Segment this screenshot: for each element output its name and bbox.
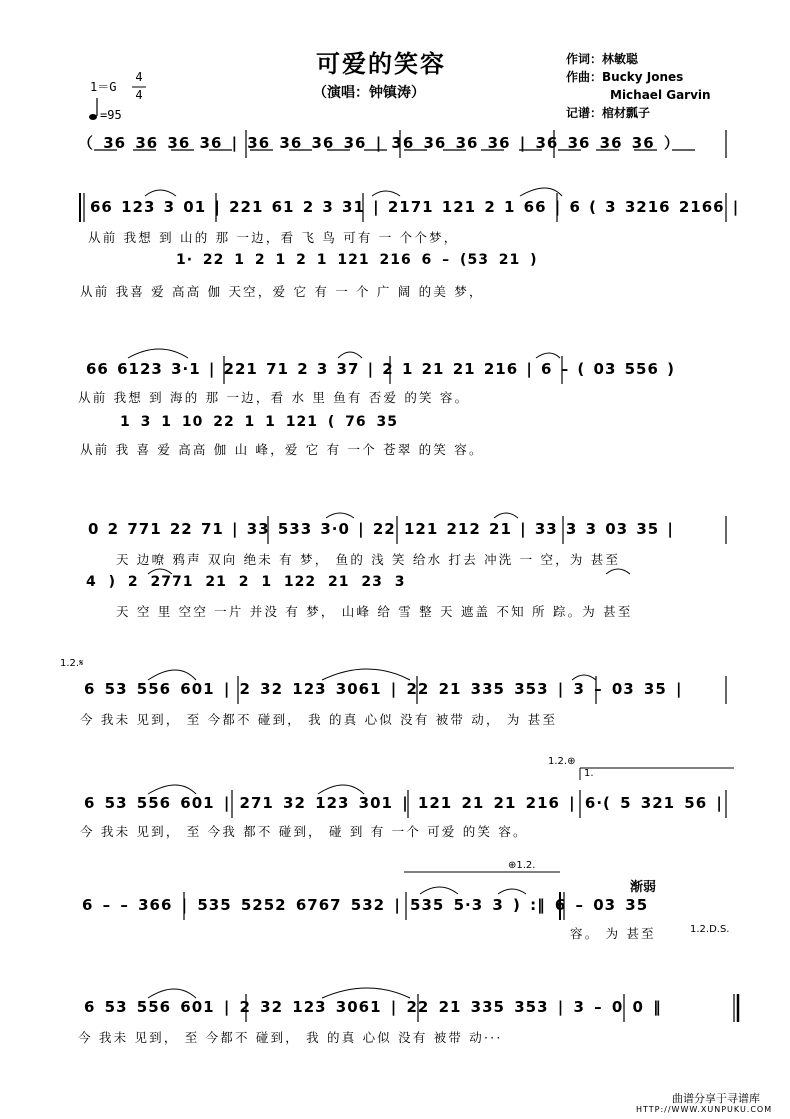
dynamics-diminuendo: 渐弱 bbox=[630, 880, 657, 895]
coda-mark: 1.2.⊕ bbox=[548, 756, 576, 767]
ending-lyrics: 今 我未 见到， 至 今都不 碰到， 我 的真 心似 没有 被带 动··· bbox=[78, 1030, 503, 1045]
coda-return-mark: ⊕1.2. bbox=[508, 860, 536, 871]
bridge-lyrics: 天 边嘹 鸦声 双向 绝未 有 梦， 鱼的 浅 笑 给水 打去 冲洗 一 空，为 甚至 bbox=[116, 552, 621, 567]
bridge-alt-lyrics: 天 空 里 空空 一片 并没 有 梦， 山峰 给 雪 整 天 遮盖 不知 所 踪。为 甚至 bbox=[116, 604, 633, 619]
singer-credit: （演唱：钟镇涛） bbox=[313, 85, 425, 101]
bridge-notes: 0 2 771 22 71 | 33 533 3·0 | 22 121 212 21 | 33 3 3 03 35 | bbox=[88, 520, 674, 538]
interlude-notes: 6 – – 366 | 535 5252 6767 532 | 535 5·3 3 ) :‖ 6 – 03 35 bbox=[82, 896, 649, 914]
volta-1-label: 1. bbox=[584, 768, 594, 779]
composer-credit: 作曲：Bucky Jones bbox=[566, 70, 684, 84]
verse1-alt-notes: 1· 22 1 2 1 2 1 121 216 6 – (53 21 ) bbox=[176, 252, 538, 268]
lyricist-credit: 作词：林敏聪 bbox=[566, 52, 639, 66]
verse1-alt-lyrics: 从前 我喜 爱 高高 伽 天空，爱 它 有 一 个 广 阔 的美 梦， bbox=[80, 284, 484, 299]
dal-segno-mark: 1.2.D.S. bbox=[690, 924, 730, 935]
song-title: 可爱的笑容 bbox=[316, 50, 446, 78]
quarter-note-icon bbox=[89, 114, 97, 120]
verse2-lyrics: 从前 我想 到 海的 那 一边，看 水 里 鱼有 否爱 的笑 容。 bbox=[78, 390, 470, 405]
verse2-notes: 66 6123 3·1 | 221 71 2 3 37 | 2 1 21 21 216 | 6 – ( 03 556 ) bbox=[86, 360, 675, 378]
footer-url: HTTP://WWW.XUNPUKU.COM bbox=[636, 1105, 773, 1114]
time-signature-top: 4 bbox=[135, 70, 143, 84]
chorus1-notes: 6 53 556 601 | 2 32 123 3061 | 22 21 335 353 | 3 – 03 35 | bbox=[84, 680, 683, 698]
chorus2-lyrics: 今 我未 见到， 至 今我 都不 碰到， 碰 到 有 一个 可爱 的笑 容。 bbox=[80, 824, 528, 839]
footer-site: 曲谱分享于寻谱库 bbox=[672, 1092, 760, 1105]
ending-notes: 6 53 556 601 | 2 32 123 3061 | 22 21 335 353 | 3 – 0 0 ‖ bbox=[84, 998, 662, 1016]
intro-notes: （ 36 36 36 36 | 36 36 36 36 | 36 36 36 36 | 36 36 36 36 ） bbox=[78, 134, 680, 152]
key-signature: 1＝G bbox=[90, 80, 117, 94]
bridge-alt-notes: 4 ) 2 2771 21 2 1 122 21 23 3 bbox=[86, 574, 406, 590]
verse1-notes: 66 123 3 01 | 221 61 2 3 31 | 2171 121 2 1 66 | 6 ( 3 3216 2166 | bbox=[90, 198, 740, 216]
time-signature-bottom: 4 bbox=[135, 88, 143, 102]
tempo-marking: =95 bbox=[100, 108, 122, 122]
chorus2-notes: 6 53 556 601 | 271 32 123 301 | 121 21 21 216 | 6·( 5 321 56 | bbox=[84, 794, 723, 812]
verse1-lyrics: 从前 我想 到 山的 那 一边，看 飞 鸟 可有 一 个个梦， bbox=[88, 230, 459, 245]
composer-credit-2: Michael Garvin bbox=[610, 88, 711, 102]
interlude-lyrics: 容。 为 甚至 bbox=[570, 926, 656, 941]
transcriber-credit: 记谱：棺材瓢子 bbox=[566, 106, 651, 120]
chorus1-lyrics: 今 我未 见到， 至 今都不 碰到， 我 的真 心似 没有 被带 动， 为 甚至 bbox=[80, 712, 558, 727]
verse2-alt-lyrics: 从前 我 喜 爱 高高 伽 山 峰，爱 它 有 一个 苍翠 的笑 容。 bbox=[80, 442, 484, 457]
segno-mark: 1.2.𝄋 bbox=[60, 658, 84, 669]
verse2-alt-notes: 1 3 1 10 22 1 1 121 ( 76 35 bbox=[120, 414, 398, 430]
